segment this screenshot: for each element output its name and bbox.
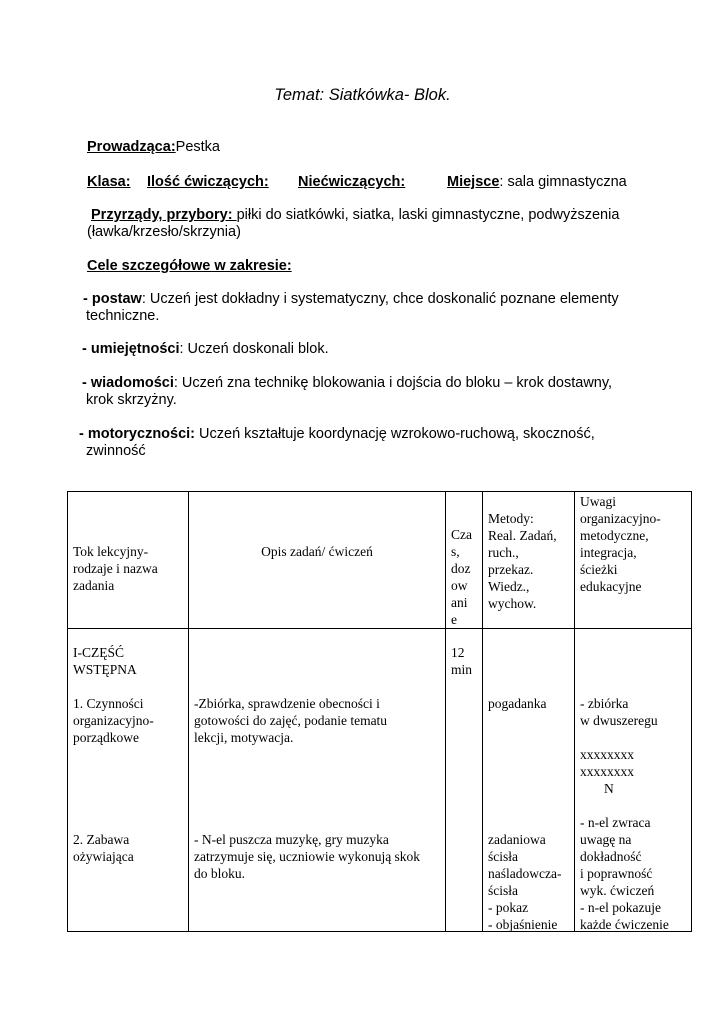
goal-motorycznosci-text: Uczeń kształtuje koordynację wzrokowo-ruchową, skoczność, bbox=[195, 426, 595, 442]
header-line: edukacyjne bbox=[580, 579, 642, 594]
method-2-line: zadaniowa bbox=[488, 832, 546, 847]
page-title: Temat: Siatkówka- Blok. bbox=[274, 86, 451, 104]
description-2-line: zatrzymuje się, uczniowie wykonują skok bbox=[194, 849, 421, 864]
teacher-line bbox=[87, 139, 220, 156]
equipment-line-1 bbox=[91, 207, 619, 224]
method-2-line: - objaśnienie bbox=[488, 917, 558, 932]
header-line: integracja, bbox=[580, 545, 637, 560]
method-2-line: - pokaz bbox=[488, 900, 529, 915]
header-line: doz bbox=[451, 561, 471, 576]
description-1-line: gotowości do zajęć, podanie tematu bbox=[194, 713, 388, 728]
part-title bbox=[73, 644, 137, 678]
place-info bbox=[447, 174, 627, 191]
formation-row: xxxxxxxx bbox=[580, 764, 634, 779]
header-line: przekaz. bbox=[488, 562, 534, 577]
task-1-line: porządkowe bbox=[73, 730, 139, 745]
description-2-line: do bloku. bbox=[194, 866, 246, 881]
notes-2-line: - n-el zwraca bbox=[580, 815, 651, 830]
description-1 bbox=[194, 695, 387, 746]
notes-2-line: - n-el pokazuje bbox=[580, 900, 661, 915]
goal-postaw-cont: techniczne. bbox=[86, 308, 160, 324]
notes-2-line: każde ćwiczenie bbox=[580, 917, 669, 932]
time-cell bbox=[446, 629, 483, 932]
goal-wiadomosci-cont: krok skrzyżny. bbox=[86, 392, 177, 408]
methods-cell bbox=[483, 629, 575, 932]
goal-wiadomosci-text: : Uczeń zna technikę blokowania i dojścia do bloku – krok dostawny, bbox=[173, 375, 613, 391]
header-line: organizacyjno- bbox=[580, 511, 661, 526]
equipment-label: Przyrządy, przybory: bbox=[91, 207, 237, 223]
method-1: pogadanka bbox=[488, 696, 547, 711]
formation-row: xxxxxxxx bbox=[580, 747, 634, 762]
task-2-line: ożywiająca bbox=[73, 849, 134, 864]
goal-umiejetnosci-text: : Uczeń doskonali blok. bbox=[179, 341, 329, 357]
header-line: zadania bbox=[73, 578, 115, 593]
description-1-line: lekcji, motywacja. bbox=[194, 730, 294, 745]
description-1-line: -Zbiórka, sprawdzenie obecności i bbox=[194, 696, 380, 711]
notes-2-line: wyk. ćwiczeń bbox=[580, 883, 655, 898]
header-line: metodyczne, bbox=[580, 528, 649, 543]
header-line: Uwagi bbox=[580, 494, 616, 509]
header-line: ścieżki bbox=[580, 562, 618, 577]
header-line: Tok lekcyjny- bbox=[73, 544, 149, 559]
header-line: wychow. bbox=[488, 596, 537, 611]
goal-postaw-text: : Uczeń jest dokładny i systematyczny, chce doskonalić poznane elementy bbox=[141, 291, 619, 307]
time-line: min bbox=[451, 662, 473, 677]
not-exercising-label: Niećwiczących: bbox=[298, 174, 406, 190]
lesson-flow-cell bbox=[68, 629, 189, 932]
notes-1-line: - zbiórka bbox=[580, 696, 629, 711]
goal-umiejetnosci-label: - umiejętności bbox=[82, 341, 180, 357]
class-label: Klasa: bbox=[87, 174, 131, 190]
goal-motorycznosci-label: - motoryczności: bbox=[79, 426, 196, 442]
place-value: : sala gimnastyczna bbox=[499, 174, 627, 190]
notes-2 bbox=[580, 814, 669, 933]
header-cell-time bbox=[446, 492, 483, 629]
time-line: 12 bbox=[451, 645, 465, 660]
method-2 bbox=[488, 831, 561, 933]
header-line: ow bbox=[451, 578, 468, 593]
goal-postaw-label: - postaw bbox=[83, 291, 142, 307]
task-2 bbox=[73, 831, 134, 865]
header-cell-description bbox=[189, 492, 446, 629]
table-row bbox=[68, 629, 692, 932]
goal-motorycznosci-cont: zwinność bbox=[86, 443, 146, 459]
header-line: Real. Zadań, bbox=[488, 528, 557, 543]
time-value bbox=[451, 644, 472, 678]
notes-2-line: uwagę na bbox=[580, 832, 632, 847]
exercising-label: Ilość ćwiczących: bbox=[147, 174, 269, 190]
notes-2-line: i poprawność bbox=[580, 866, 653, 881]
goal-wiadomosci bbox=[82, 375, 612, 392]
method-2-line: naśladowcza- bbox=[488, 866, 562, 881]
equipment-line-2: (ławka/krzesło/skrzynia) bbox=[87, 224, 241, 240]
header-line: ruch., bbox=[488, 545, 519, 560]
part-title-line: WSTĘPNA bbox=[73, 662, 137, 677]
description-2-line: - N-el puszcza muzykę, gry muzyka bbox=[194, 832, 389, 847]
teacher-label: Prowadząca: bbox=[87, 139, 176, 155]
task-2-line: 2. Zabawa bbox=[73, 832, 130, 847]
goal-motorycznosci bbox=[79, 426, 595, 443]
header-line: Opis zadań/ ćwiczeń bbox=[261, 544, 373, 559]
notes-2-line: dokładność bbox=[580, 849, 642, 864]
notes-cell bbox=[575, 629, 692, 932]
method-2-line: ścisła bbox=[488, 883, 518, 898]
header-cell-methods bbox=[483, 492, 575, 629]
description-cell bbox=[189, 629, 446, 932]
header-line: rodzaje i nazwa bbox=[73, 561, 158, 576]
description-2 bbox=[194, 831, 420, 882]
header-line: ani bbox=[451, 595, 468, 610]
header-line: Cza bbox=[451, 527, 472, 542]
notes-1 bbox=[580, 695, 658, 729]
method-2-line: ścisła bbox=[488, 849, 518, 864]
header-line: Metody: bbox=[488, 511, 534, 526]
notes-1-line: w dwuszeregu bbox=[580, 713, 658, 728]
header-cell-lesson-flow bbox=[68, 492, 189, 629]
header-line: Wiedz., bbox=[488, 579, 530, 594]
goal-wiadomosci-label: - wiadomości bbox=[82, 375, 174, 391]
goals-heading: Cele szczegółowe w zakresie: bbox=[87, 258, 292, 274]
goal-postaw bbox=[83, 291, 619, 308]
class-line bbox=[87, 174, 647, 191]
place-label: Miejsce bbox=[447, 174, 500, 190]
header-line: s, bbox=[451, 544, 460, 559]
equipment-text-1: piłki do siatkówki, siatka, laski gimnastyczne, podwyższenia bbox=[236, 207, 620, 223]
table-header-row bbox=[68, 492, 692, 629]
formation-diagram bbox=[580, 746, 634, 797]
header-line: e bbox=[451, 612, 457, 627]
goal-umiejetnosci bbox=[82, 341, 329, 358]
task-1 bbox=[73, 695, 154, 746]
part-title-line: I-CZĘŚĆ bbox=[73, 645, 125, 660]
formation-teacher: N bbox=[604, 781, 614, 796]
teacher-value: Pestka bbox=[175, 139, 220, 155]
task-1-line: 1. Czynności bbox=[73, 696, 144, 711]
lesson-table bbox=[67, 491, 692, 932]
header-cell-notes bbox=[575, 492, 692, 629]
task-1-line: organizacyjno- bbox=[73, 713, 154, 728]
